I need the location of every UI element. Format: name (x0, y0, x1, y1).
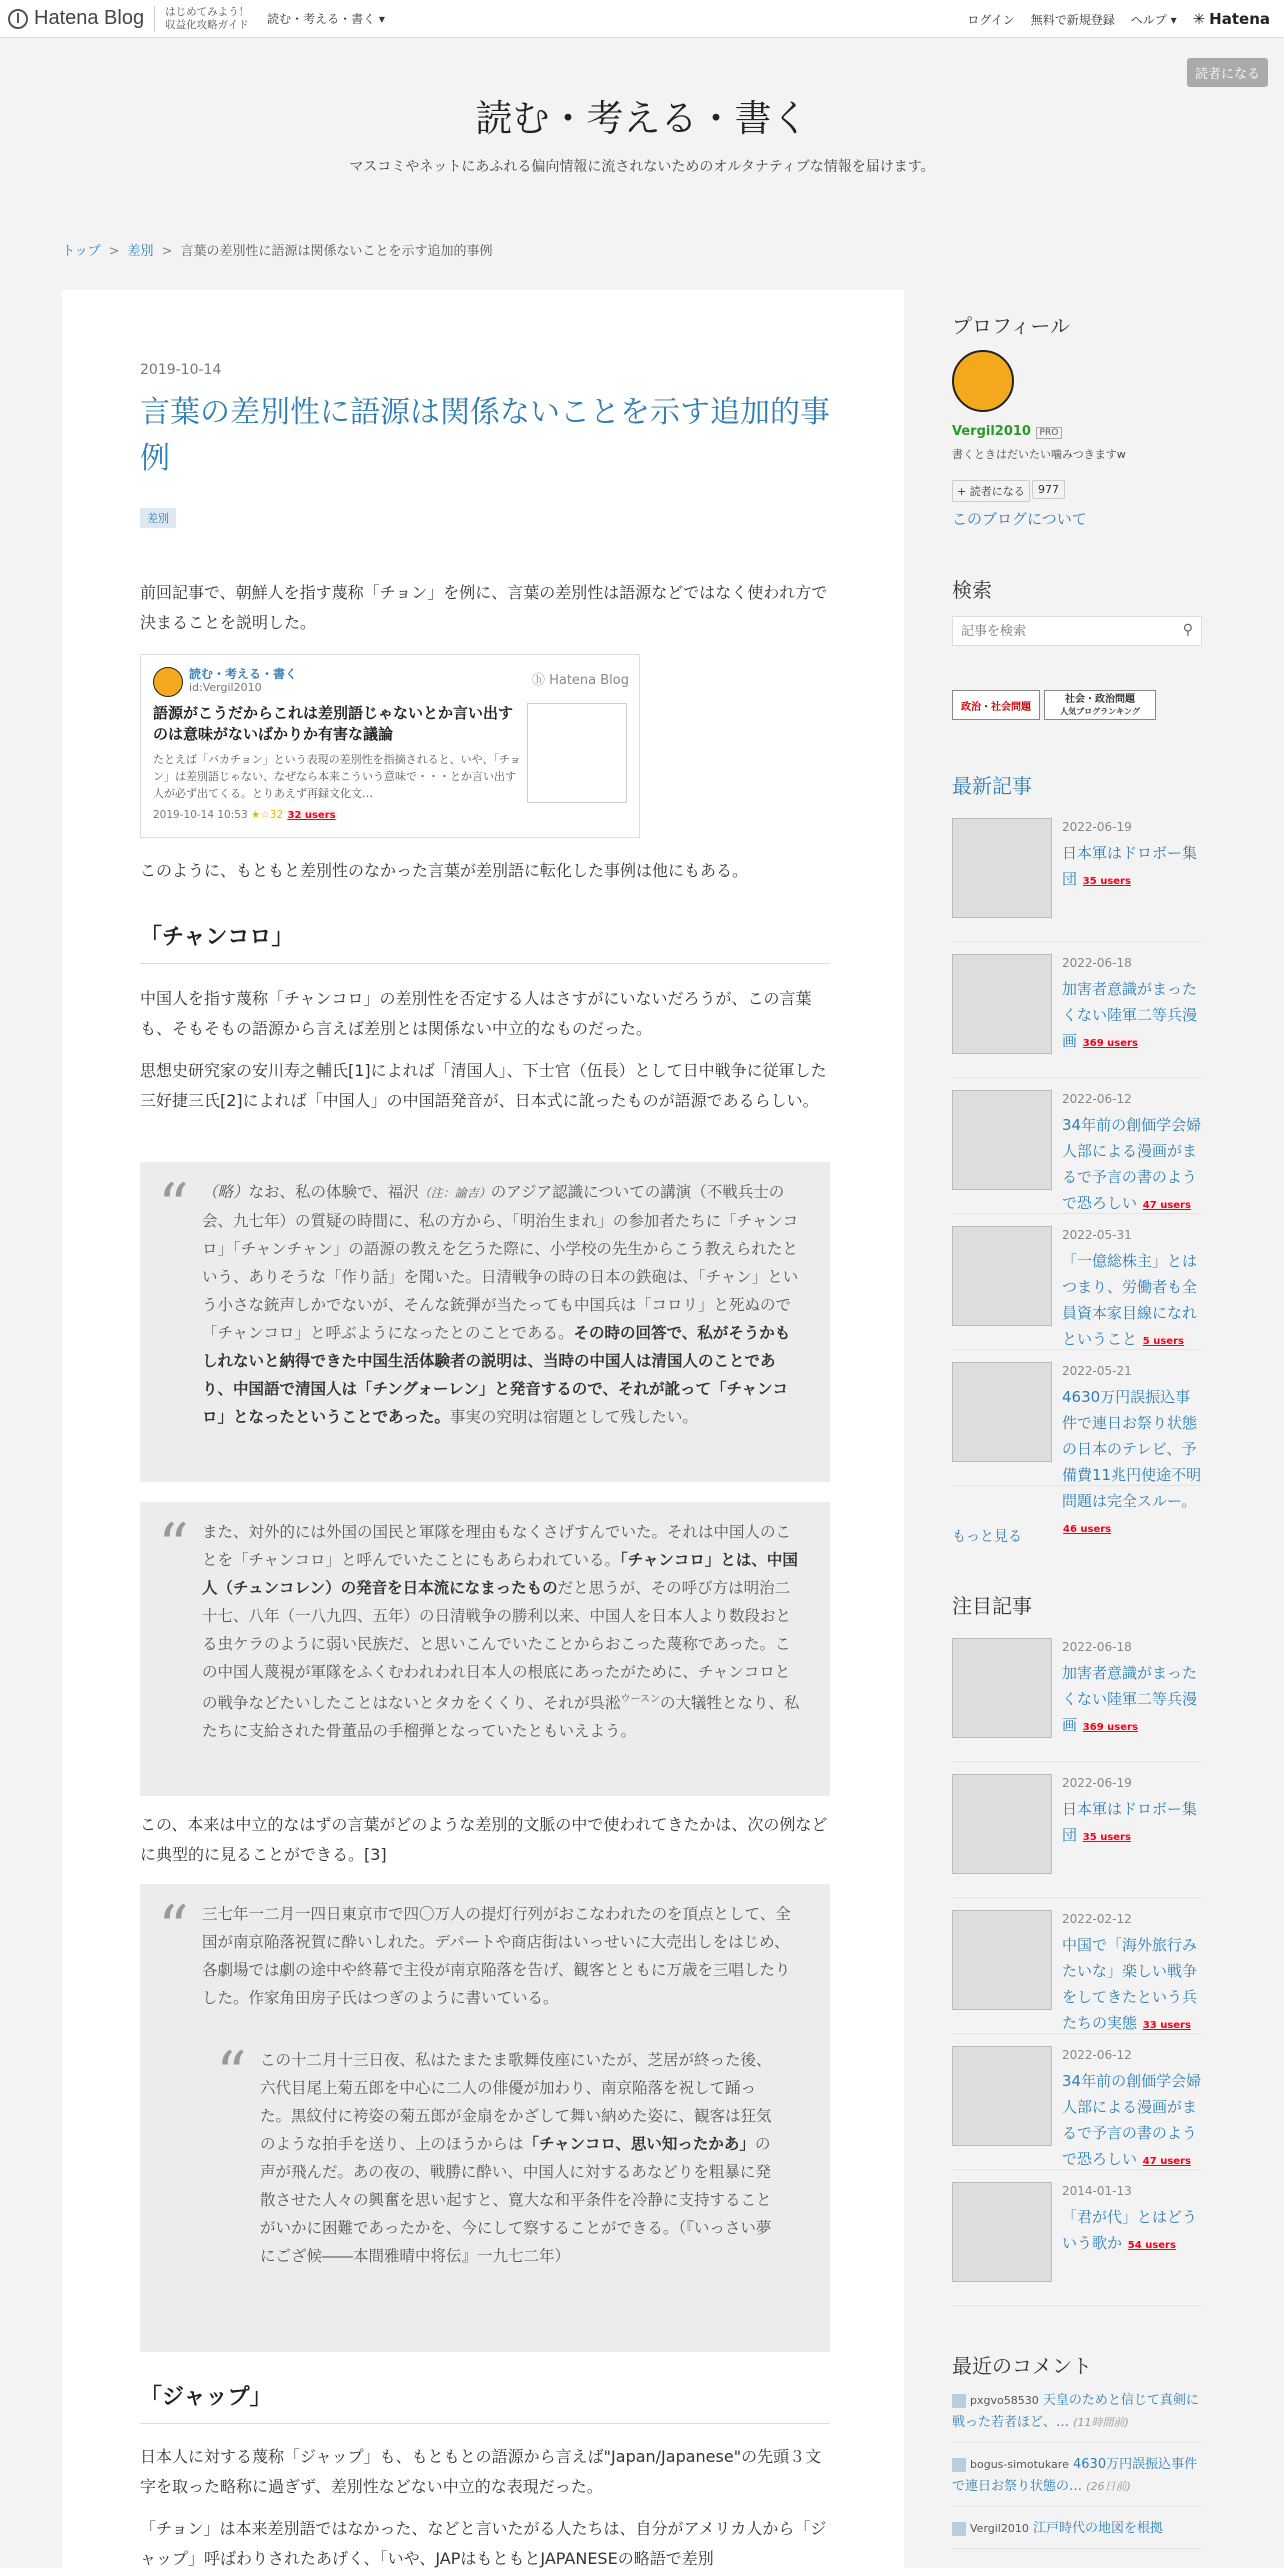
comment-article[interactable]: 4630万円誤振込事件で連日お祭り状態の… (952, 2457, 1198, 2494)
article-thumbnail[interactable] (952, 1090, 1052, 1190)
quote-mark-icon: “ (216, 2039, 247, 2109)
more-link[interactable] (952, 1526, 1022, 1546)
paragraph: このように、もともと差別性のなかった言葉が差別語に転化した事例は他にもある。 (140, 861, 749, 880)
card-summary: たとえば「バカチョン」という表現の差別性を指摘されると、いや、「チョン」は差別語じゃない、なぜなら本来こういう意味で・・・とか言い出す人が必ず出てくる。とりあえず再録文化文… (153, 753, 521, 800)
guide-line1: はじめてみよう！ (165, 5, 250, 18)
article-users[interactable]: 47 users (1142, 1200, 1191, 1211)
breadcrumb (62, 240, 492, 259)
main-content (62, 290, 904, 2568)
register-link[interactable]: 無料で新規登録 (1030, 12, 1115, 27)
article-title-text[interactable]: 34年前の創価学会婦人部による漫画がまるで予言の書のようで恐ろしい (1062, 1116, 1202, 1212)
monetize-guide-link[interactable] (154, 6, 249, 32)
article-date: 2022-06-12 (1062, 2048, 1132, 2062)
card-title[interactable]: 語源がこうだからこれは差別語じゃないとか言い出すのは意味がないばかりか有害な議論 (153, 704, 514, 743)
comment-time: (11時間前) (1073, 2416, 1129, 2429)
profile-bio: 書くときはだいたい噛みつきますw (952, 448, 1126, 461)
breadcrumb-category[interactable]: 差別 (127, 244, 154, 259)
article-thumbnail[interactable] (952, 954, 1052, 1054)
article-users[interactable]: 35 users (1082, 876, 1131, 887)
quote-span: のアジア認識についての講演（不戦兵士の会、九七年）の質疑の時間に、私の方から、「明治生まれ」の参加者たちに「チャンコロ」「チャンチャン」の語源の教えを乞うた際に、小学校の先生からこう教えられたという、ありそうな「作り話」を聞いた。日清戦争の時の日本の鉄砲は、「チャン」という小さな銃声しかでないが、そんな銃弾が当たっても中国兵は「コロリ」と死ぬので「チャンコロ」と呼ぶようになったとのことである。 (202, 1183, 799, 1342)
article-date: 2022-06-18 (1062, 1640, 1132, 1654)
article-users[interactable]: 47 users (1142, 2156, 1191, 2167)
article-date: 2022-02-12 (1062, 1912, 1132, 1926)
blockquote-3 (140, 1884, 830, 2352)
comment-article[interactable]: 天皇のためと信じて真剣に戦った若者ほど、… (952, 2393, 1199, 2430)
article-date: 2022-06-12 (1062, 1092, 1132, 1106)
article-thumbnail[interactable] (952, 818, 1052, 918)
article-thumbnail[interactable] (952, 2182, 1052, 2282)
article-title[interactable] (1062, 840, 1202, 895)
sidebar-article[interactable] (952, 1902, 1202, 2034)
follow-button[interactable]: + 読者になる (952, 480, 1030, 502)
article-users[interactable]: 369 users (1082, 1038, 1138, 1049)
article-title-text[interactable]: 加害者意識がまったくない陸軍二等兵漫画 (1062, 1664, 1198, 1734)
breadcrumb-current: 言葉の差別性に語源は関係ないことを示す追加的事例 (180, 244, 493, 259)
paragraph: 中国人を指す蔑称「チャンコロ」の差別性を否定する人はさすがにいないだろうが、この言葉も、そもそもの語源から言えば差別とは関係ない中立的なものだった。 (140, 989, 812, 1038)
hatena-blog-logo[interactable] (8, 7, 144, 30)
breadcrumb-sep: > (161, 244, 173, 259)
article-users[interactable]: 35 users (1082, 1832, 1131, 1843)
blockquote-1 (140, 1162, 830, 1482)
ranking-banner-1[interactable]: 政治・社会問題 (952, 690, 1040, 720)
sidebar-article[interactable] (952, 810, 1202, 942)
help-menu[interactable]: ヘルプ ▾ (1130, 12, 1177, 27)
card-date: 2019-10-14 10:53 (153, 809, 248, 821)
article-thumbnail[interactable] (952, 1362, 1052, 1462)
article-thumbnail[interactable] (952, 1638, 1052, 1738)
article-title-text[interactable]: 「一億総株主」とはつまり、労働者も全員資本家目線になれということ (1062, 1252, 1198, 1348)
follow-count: 977 (1032, 480, 1065, 499)
hatena-text: Hatena (1209, 10, 1270, 28)
pro-badge: PRO (1036, 427, 1063, 439)
article-title[interactable] (1062, 1660, 1202, 1741)
sidebar-article[interactable] (952, 1630, 1202, 1762)
quote-span: だと思うが、その呼び方は明治二十七、八年（一八九四、五年）の日清戦争の勝利以来、中国人を日本人より数段おとる虫ケラのように弱い民族だ、と思いこんでいたことからおこった蔑称であった。この中国人蔑視が軍隊をふくむわれわれ日本人の根底にあったがために、チャンコロとの戦争などたいしたことはないとタカをくくり、それが呉淞 (202, 1579, 792, 1713)
article-title-text[interactable]: 加害者意識がまったくない陸軍二等兵漫画 (1062, 980, 1198, 1050)
quote-mark-icon: “ (158, 1893, 189, 1963)
paragraph: 「チョン」は本来差別語ではなかった、などと言いたがる人たちは、自分がアメリカ人から「ジャップ」呼ばわりされたあげく、「いや、JAPはもともとJAPANESEの略語で差別 (140, 2519, 827, 2568)
card-hatena-text: Hatena Blog (549, 673, 629, 688)
more-link-text[interactable]: もっと見る (952, 1529, 1022, 1545)
global-header (0, 0, 1284, 38)
entry-date[interactable]: 2019-10-14 (140, 362, 222, 378)
profile-avatar[interactable] (952, 350, 1014, 412)
quote-bold: その時の回答で、私がそうかもしれないと納得できた中国生活体験者の説明は、当時の中国人は清国人のことであり、中国語で清国人は「チングォーレン」と発音するので、それが訛って「チャンコロ」となったということであった。 (202, 1324, 791, 1426)
article-title[interactable] (1062, 1384, 1202, 1543)
brand-text: Hatena Blog (34, 7, 145, 29)
entry-category[interactable]: 差別 (140, 508, 176, 528)
article-title-text[interactable]: 4630万円誤振込事件で連日お祭り状態の日本のテレビ、予備費11兆円使途不明問題は完全スルー。 (1062, 1388, 1202, 1510)
profile-username[interactable]: Vergil2010 (952, 424, 1031, 439)
about-link[interactable] (952, 508, 1087, 529)
search-input[interactable] (953, 617, 1163, 645)
sidebar-article[interactable] (952, 2038, 1202, 2170)
article-title[interactable] (1062, 976, 1202, 1057)
subscribe-button[interactable]: 読者になる (1187, 58, 1268, 87)
article-thumbnail[interactable] (952, 1774, 1052, 1874)
comment-item[interactable] (952, 2390, 1202, 2443)
comment-item[interactable] (952, 2454, 1202, 2507)
recent-heading[interactable]: 最新記事 (952, 774, 1032, 798)
section-heading-jap: 「ジャップ」 (140, 2380, 830, 2424)
entry-title[interactable]: 言葉の差別性に語源は関係ないことを示す追加的事例 (140, 395, 830, 476)
article-title[interactable] (1062, 1932, 1202, 2039)
blog-title[interactable]: 読む・考える・書く (475, 97, 809, 140)
profile-user[interactable] (952, 424, 1062, 439)
user-icon (952, 2458, 966, 2472)
quote-span: 事実の究明は宿題として残したい。 (449, 1408, 698, 1426)
breadcrumb-top[interactable]: トップ (62, 244, 101, 259)
card-users[interactable]: 32 users (287, 810, 336, 821)
article-title[interactable] (1062, 1248, 1202, 1355)
quote-text (202, 1518, 804, 1745)
inner-quote-text (260, 2046, 776, 2270)
quote-bold: 「チャンコロ」とは、中国人（チュンコレン）の発音を日本流になまったもの (202, 1551, 798, 1597)
quote-span: の声が飛んだ。あの夜の、戦勝に酔い、中国人に対するあなどりを粗暴に発散させた人々の興奮を思い起すと、寛大な和平条件を冷静に支持することがいかに困難であったかを、今にして察することができる。（『いっさい夢にござ候――本間雅晴中将伝』一九七二年） (260, 2135, 772, 2265)
ranking-banner-2[interactable] (1044, 690, 1156, 720)
card-meta (153, 809, 337, 821)
article-users[interactable]: 46 users (1063, 1524, 1112, 1535)
paragraph: 思想史研究家の安川寿之輔氏[1]によれば「清国人」、下士官（伍長）として日中戦争に従軍した三好捷三氏[2]によれば「中国人」の中国語発音が、日本式に訛ったものが語源であるらしい。 (140, 1061, 827, 1110)
article-date: 2014-01-13 (1062, 2184, 1132, 2198)
sidebar-article[interactable] (952, 1766, 1202, 1898)
article-title-text[interactable]: 日本軍はドロボー集団 (1062, 1800, 1198, 1844)
article-title-text[interactable]: 「君が代」とはどういう歌か (1062, 2208, 1198, 2252)
card-blog-name[interactable]: 読む・考える・書く (189, 667, 298, 681)
search-box (952, 616, 1202, 646)
comment-user[interactable]: bogus-simotukare (970, 2458, 1069, 2471)
quote-mark-icon: “ (158, 1511, 189, 1581)
hatena-logo[interactable] (1193, 10, 1270, 28)
sidebar-article[interactable] (952, 1218, 1202, 1350)
search-icon[interactable]: ⚲ (1182, 622, 1193, 638)
quote-bold: 「チャンコロ、思い知ったかあ」 (523, 2135, 755, 2153)
quote-omission: （略） (202, 1183, 249, 1201)
comment-time: (26日前) (1086, 2480, 1131, 2493)
quote-text: 三七年一二月一四日東京市で四〇万人の提灯行列がおこなわれたのを頂点として、全国が南京陥落祝賀に酔いしれた。デパートや商店街はいっせいに大売出しをはじめ、各劇場では劇の途中や終幕で主役が南京陥落を告げ、観客とともに万歳を三唱したりした。作家角田房子氏はつぎのように書いている。 (202, 1905, 791, 2007)
comment-article[interactable]: 江戸時代の地図を根拠 (1033, 2521, 1164, 2536)
quote-note: （注：諭吉） (418, 1186, 491, 1200)
section-heading-chankoro: 「チャンコロ」 (140, 920, 830, 964)
article-title-text[interactable]: 34年前の創価学会婦人部による漫画がまるで予言の書のようで恐ろしい (1062, 2072, 1202, 2168)
search-heading: 検索 (952, 578, 992, 602)
article-users[interactable]: 369 users (1082, 1722, 1138, 1733)
user-icon (952, 2522, 966, 2536)
article-title[interactable] (1062, 1796, 1202, 1851)
article-thumbnail[interactable] (952, 1910, 1052, 2010)
article-users[interactable]: 5 users (1142, 1336, 1184, 1347)
comment-item[interactable] (952, 2518, 1202, 2549)
hatena-logo-icon: ⓗ (531, 673, 550, 688)
article-title[interactable] (1062, 2068, 1202, 2175)
comments-heading: 最近のコメント (952, 2354, 1092, 2378)
ruby-text: ウースン (620, 1694, 661, 1705)
embedded-blog-card[interactable] (140, 654, 640, 838)
breadcrumb-sep: > (108, 244, 120, 259)
quote-span: なお、私の体験で、福沢 (248, 1183, 419, 1201)
article-thumbnail[interactable] (952, 1226, 1052, 1326)
about-link-text[interactable]: このブログについて (952, 510, 1087, 528)
card-stars[interactable]: ★☆32 (250, 809, 284, 821)
article-date: 2022-05-21 (1062, 1364, 1132, 1378)
quote-text (202, 1178, 804, 1431)
card-thumbnail[interactable] (527, 703, 627, 803)
sidebar-article[interactable] (952, 1082, 1202, 1214)
article-title-text[interactable]: 中国で「海外旅行みたいな」楽しい戦争をしてきたという兵たちの実態 (1062, 1936, 1198, 2032)
banner2-title: 社会・政治問題 (1065, 694, 1135, 705)
card-blog-id: id:Vergil2010 (189, 681, 262, 694)
featured-heading: 注目記事 (952, 1594, 1032, 1618)
article-users[interactable]: 54 users (1127, 2240, 1176, 2251)
quote-span: の大犠牲となり、私たちに支給された骨董品の手榴弾となっていたともいえよう。 (202, 1694, 800, 1741)
comment-user[interactable]: Vergil2010 (970, 2522, 1029, 2535)
login-link[interactable]: ログイン (967, 12, 1015, 27)
sidebar-article[interactable] (952, 2174, 1202, 2306)
blog-description: マスコミやネットにあふれる偏向情報に流されないためのオルタナティブな情報を届けます。 (349, 159, 935, 175)
hatena-star-icon: ✳ (1192, 10, 1206, 28)
sidebar-article[interactable] (952, 946, 1202, 1078)
hatena-logo-icon (8, 9, 28, 29)
article-title-text[interactable]: 日本軍はドロボー集団 (1062, 844, 1198, 888)
user-icon (952, 2394, 966, 2408)
intro-paragraph: 前回記事で、朝鮮人を指す蔑称「チョン」を例に、言葉の差別性は語源などではなく使われ方で決まることを説明した。 (140, 583, 828, 632)
blockquote-2 (140, 1502, 830, 1796)
comment-user[interactable]: pxgvo58530 (970, 2394, 1039, 2407)
article-users[interactable]: 33 users (1142, 2020, 1191, 2031)
banner2-sub: 人気ブログランキング (1060, 707, 1140, 716)
quote-span: また、対外的には外国の国民と軍隊を理由もなくさげすんでいた。それは中国人のことを「チャンコロ」と呼んでいたことにもあらわれている。 (202, 1523, 792, 1569)
article-title[interactable] (1062, 2204, 1202, 2259)
profile-heading: プロフィール (952, 314, 1070, 338)
quote-mark-icon: “ (158, 1171, 189, 1241)
card-hatena-blog (532, 669, 629, 688)
article-thumbnail[interactable] (952, 2046, 1052, 2146)
article-date: 2022-06-19 (1062, 820, 1132, 834)
paragraph: この、本来は中立的なはずの言葉がどのような差別的文脈の中で使われてきたかは、次の例などに典型的に見ることができる。[3] (140, 1815, 828, 1864)
sidebar-article[interactable] (952, 1354, 1202, 1535)
article-date: 2022-06-19 (1062, 1776, 1132, 1790)
article-title[interactable] (1062, 1112, 1202, 1219)
guide-line2: 収益化攻略ガイド (165, 18, 249, 31)
article-date: 2022-06-18 (1062, 956, 1132, 970)
blog-avatar-icon (153, 667, 183, 697)
article-date: 2022-05-31 (1062, 1228, 1132, 1242)
quote-span: この十二月十三日夜、私はたまたま歌舞伎座にいたが、芝居が終った後、六代目尾上菊五郎を中心に二人の俳優が加わり、南京陥落を祝して踊った。黒紋付に袴姿の菊五郎が金扇をかざして舞い納めた姿に、観客は狂気のような拍手を送り、上のほうからは (260, 2051, 772, 2153)
paragraph: 日本人に対する蔑称「ジャップ」も、もともとの語源から言えば"Japan/Japanese"の先頭３文字を取った略称に過ぎず、差別性などない中立的な表現だった。 (140, 2447, 822, 2496)
blog-menu-dropdown[interactable]: 読む・考える・書く ▾ (267, 12, 385, 26)
